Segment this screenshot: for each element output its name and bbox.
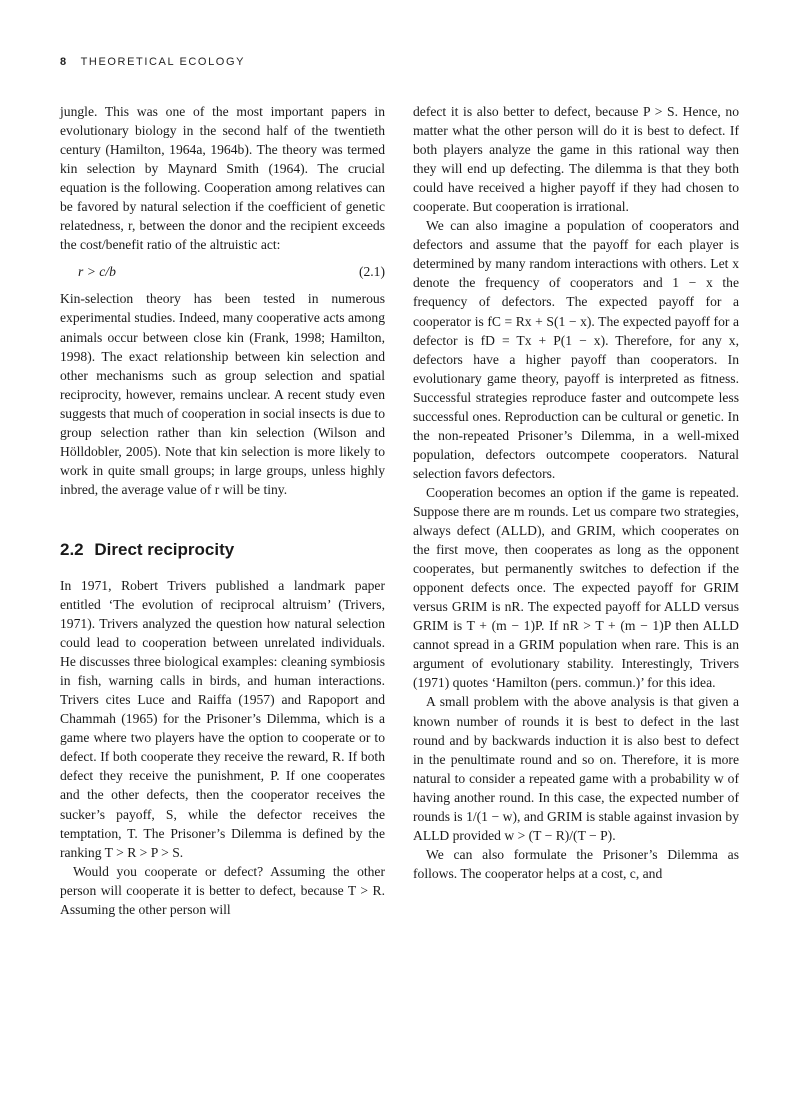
section-heading bbox=[60, 539, 385, 561]
section-title: Direct reciprocity bbox=[94, 539, 235, 559]
running-header bbox=[60, 56, 245, 68]
paragraph: We can also imagine a population of cooperators and defectors and assume that the payoff for each player is determined by many random interactions with others. Let x denote the frequency of cooperators and 1 − x the frequency of defectors. The expected payoff for a cooperator is fC = Rx + S(1 − x). The expected payoff for a defector is fD = Tx + P(1 − x). Therefore, for any x, defectors have a higher payoff than cooperators. In evolutionary game theory, payoff is interpreted as fitness. Successful strategies reproduce faster and outcompete less successful ones. Reproduction can be cultural or genetic. In the non-repeated Prisoner’s Dilemma, in a well-mixed population, defectors outcompete cooperators. Natural selection favors defectors. bbox=[413, 218, 739, 481]
running-title: THEORETICAL ECOLOGY bbox=[80, 56, 246, 68]
paragraph: Would you cooperate or defect? Assuming the other person will cooperate it is better to defect, because T > R. Assuming the other person will bbox=[60, 863, 385, 917]
paragraph: defect it is also better to defect, because P > S. Hence, no matter what the other person will do it is best to defect. If both players analyze the game in this rational way then they will end up defecting. The dilemma is that they both could have received a higher payoff if they had chosen to cooperate. But cooperation is irrational. bbox=[413, 104, 739, 215]
paragraph: jungle. This was one of the most important papers in evolutionary biology in the second half of the twentieth century (Hamilton, 1964a, 1964b). The theory was termed kin selection by Maynard Smith (1964). The crucial equation is the following. Cooperation among relatives can be favored by natural selection if the coefficient of genetic relatedness, r, between the donor and the recipient exceeds the cost/benefit ratio of the altruistic act: bbox=[60, 104, 385, 253]
left-column bbox=[60, 102, 385, 919]
paragraph: In 1971, Robert Trivers published a landmark paper entitled ‘The evolution of reciprocal altruism’ (Trivers, 1971). Trivers analyzed the question how natural selection could lead to cooperation between unrelated individuals. He discusses three biological examples: cleaning symbiosis in fish, warning calls in birds, and human interactions. Trivers cites Luce and Raiffa (1957) and Rapoport and Chammah (1965) for the Prisoner’s Dilemma, which is a game where two players have the option to cooperate or to defect. If both cooperate they receive the reward, R. If both defect they receive the punishment, P. If one cooperates and the other defects, then the cooperator receives the sucker’s payoff, S, while the defector receives the temptation, T. The Prisoner’s Dilemma is defined by the ranking T > R > P > S. bbox=[60, 577, 385, 860]
page-number: 8 bbox=[60, 56, 67, 68]
paragraph: A small problem with the above analysis is that given a known number of rounds it is best to defect in the last round and by backwards induction it is also best to defect in the penultimate round and so on. Therefore, it is more natural to consider a repeated game with a probability w of having another round. In this case, the expected number of rounds is 1/(1 − w), and GRIM is stable against invasion by ALLD provided w > (T − R)/(T − P). bbox=[413, 694, 739, 843]
equation-label: (2.1) bbox=[358, 264, 385, 280]
paragraph: Kin-selection theory has been tested in numerous experimental studies. Indeed, many cooperative acts among animals occur between close kin (Frank, 1998; Hamilton, 1998). The exact relationship between kin selection and other mechanisms such as group selection and spatial reciprocity, however, remains unclear. A recent study even suggests that much of cooperation in social insects is due to group selection rather than kin selection (Wilson and Hölldobler, 2005). Note that kin selection is more likely to work in quite small groups; in large groups, unless highly inbred, the average value of r will be tiny. bbox=[60, 291, 385, 497]
equation-formula: r > c/b bbox=[78, 264, 116, 280]
paragraph: We can also formulate the Prisoner’s Dilemma as follows. The cooperator helps at a cost, c, and bbox=[413, 846, 739, 881]
right-column bbox=[413, 102, 739, 883]
paragraph: Cooperation becomes an option if the game is repeated. Suppose there are m rounds. Let us compare two strategies, always defect (ALLD), and GRIM, which cooperates on the first move, then cooperates as long as the opponent cooperates, but permanently switches to defection if the opponent defects once. The expected payoff for GRIM versus GRIM is nR. The expected payoff for ALLD versus GRIM is T + (m − 1)P. If nR > T + (m − 1)P then ALLD cannot spread in a GRIM population when rare. This is an argument of evolutionary stability. Interestingly, Trivers (1971) quotes ‘Hamilton (pers. commun.)’ for this idea. bbox=[413, 484, 739, 691]
equation-2-1 bbox=[60, 262, 385, 281]
section-number: 2.2 bbox=[60, 539, 84, 559]
